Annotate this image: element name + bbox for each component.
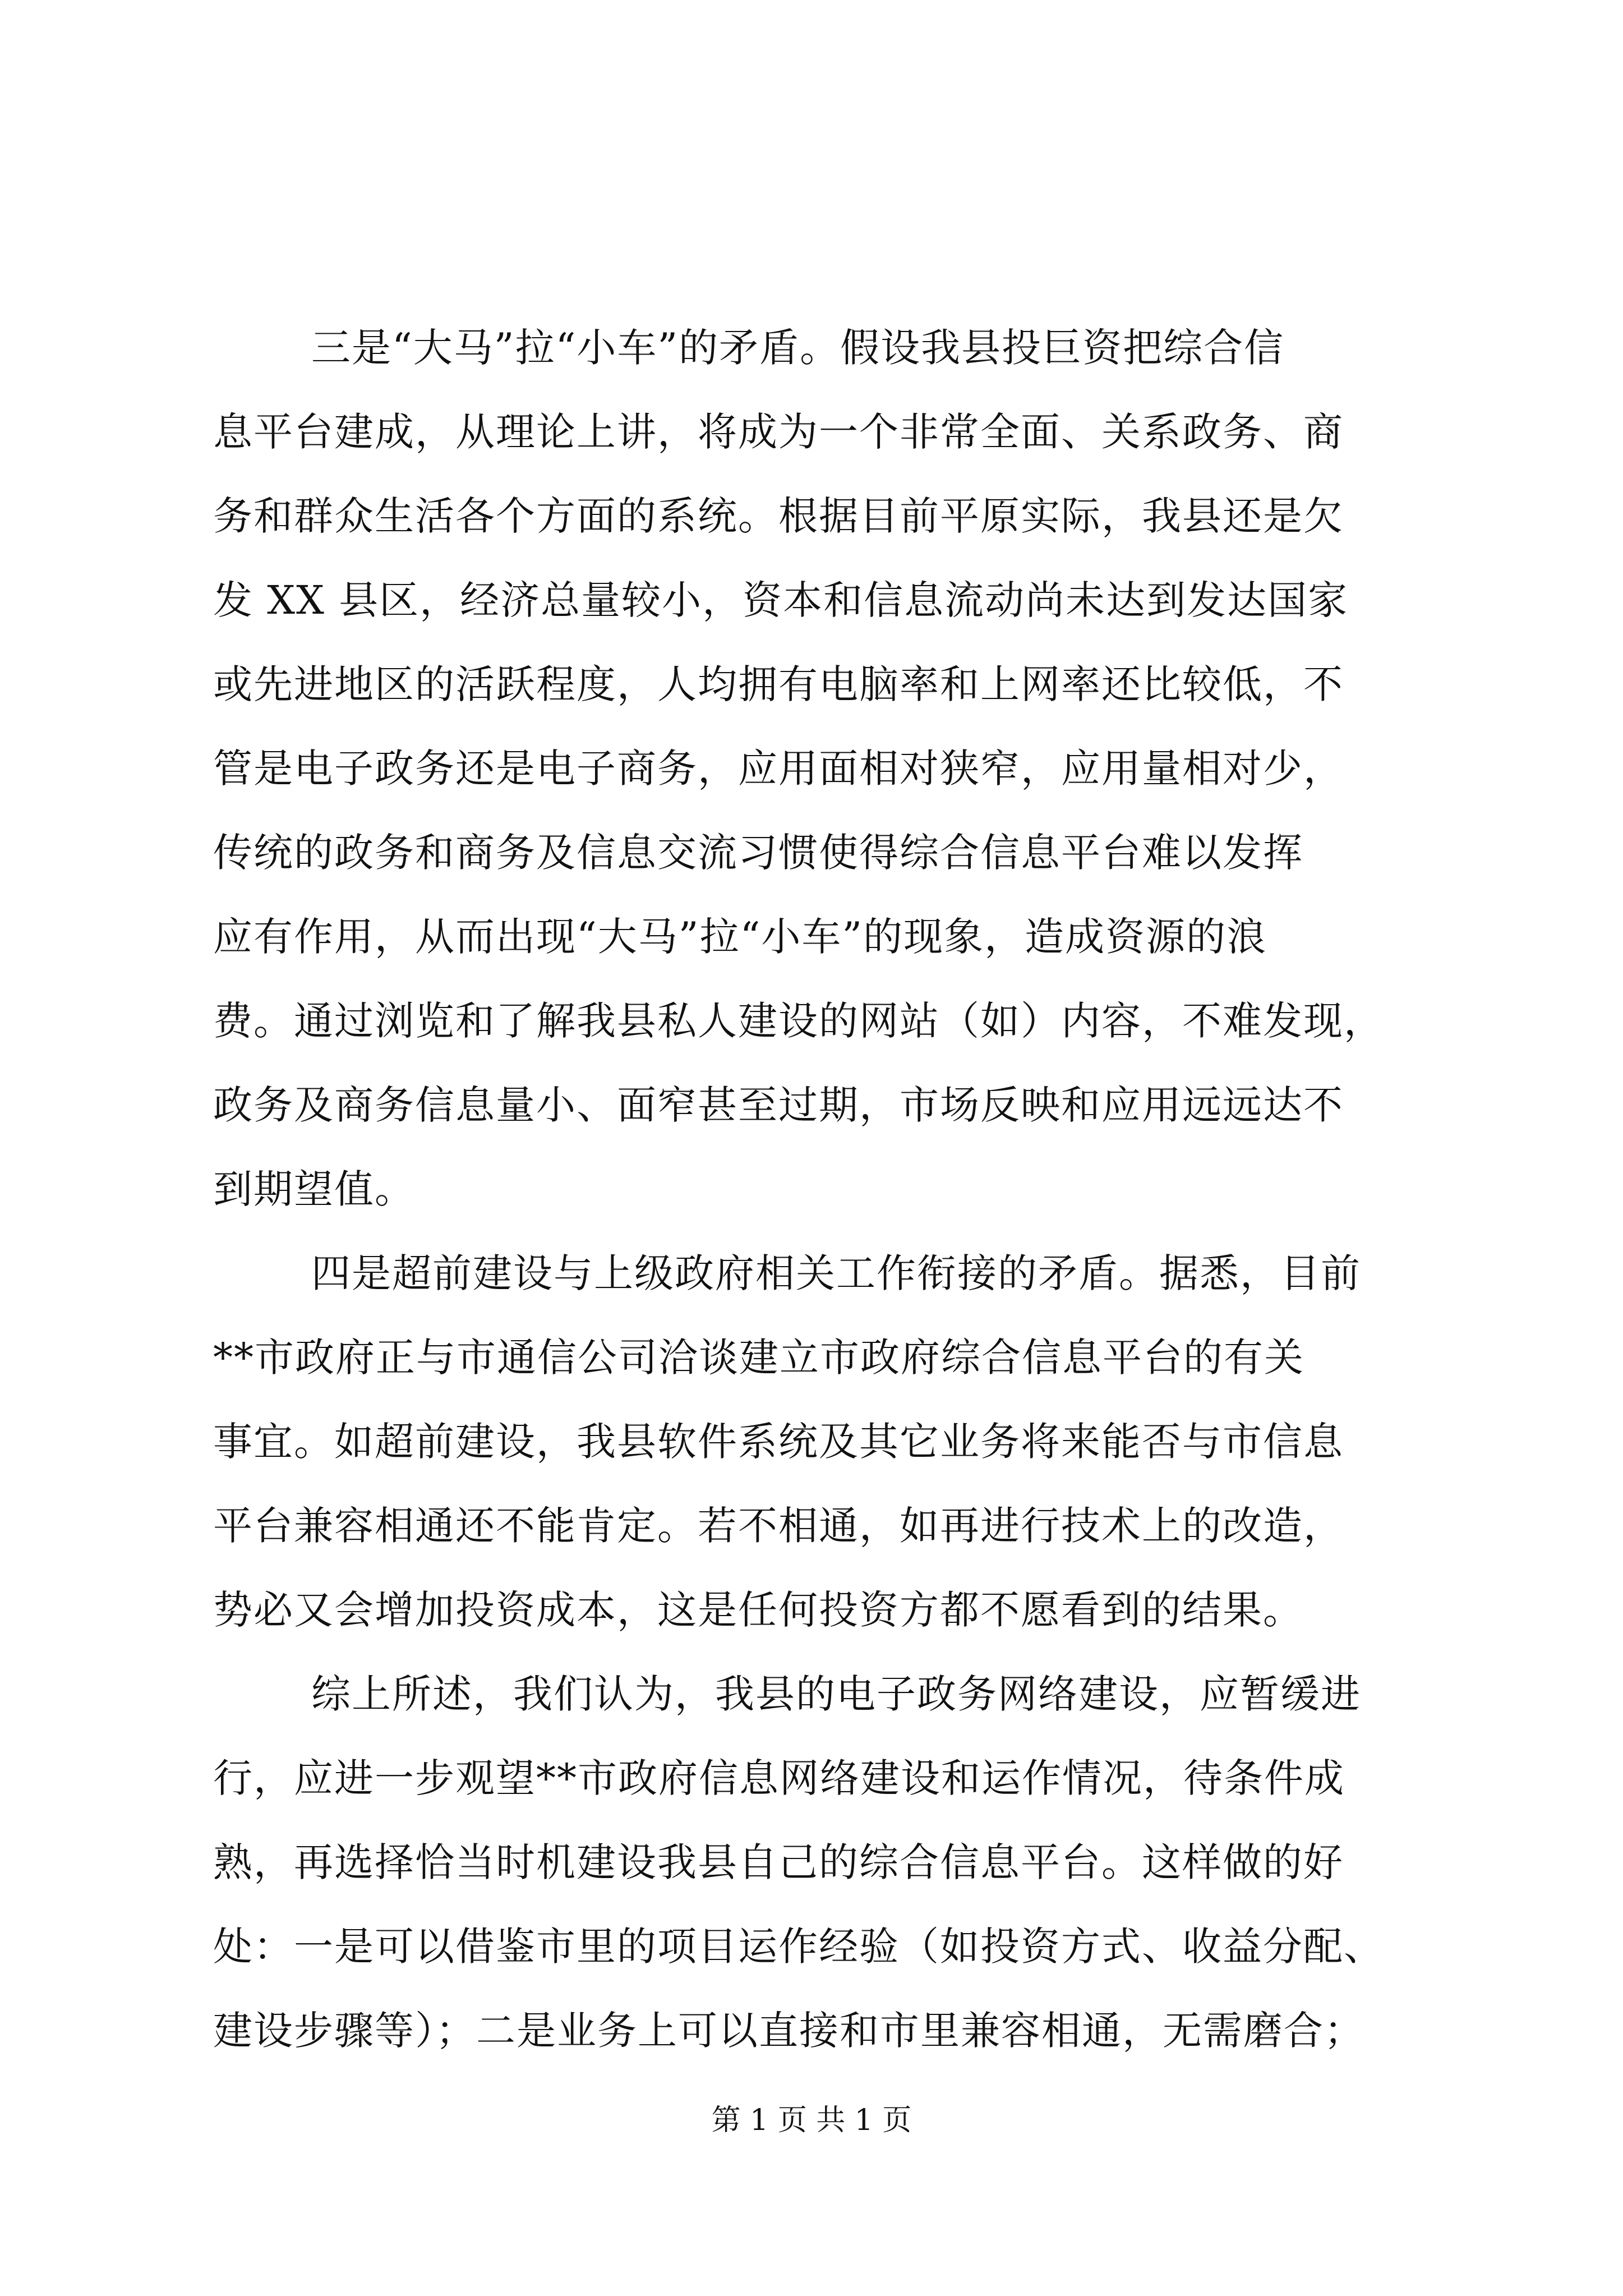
text-line: 管是电子政务还是电子商务，应用面相对狭窄，应用量相对少， bbox=[213, 746, 1344, 792]
text-line: 熟，再选择恰当时机建设我县自己的综合信息平台。这样做的好 bbox=[213, 1839, 1344, 1885]
text-line: 费。通过浏览和了解我县私人建设的网站（如）内容，不难发现， bbox=[213, 998, 1384, 1044]
text-line: 传统的政务和商务及信息交流习惯使得综合信息平台难以发挥 bbox=[213, 830, 1303, 876]
page-number-footer: 第 1 页 共 1 页 bbox=[711, 2104, 912, 2137]
text-line: 四是超前建设与上级政府相关工作衔接的矛盾。据悉，目前 bbox=[311, 1250, 1361, 1296]
document-body bbox=[213, 306, 1419, 2073]
paragraph-conclusion bbox=[213, 1652, 1419, 2073]
text-line: 处：一是可以借鉴市里的项目运作经验（如投资方式、收益分配、 bbox=[213, 1924, 1384, 1970]
text-line: 务和群众生活各个方面的系统。根据目前平原实际，我县还是欠 bbox=[213, 493, 1344, 539]
paragraph-third-contradiction bbox=[213, 306, 1419, 1231]
text-line: 平台兼容相通还不能肯定。若不相通，如再进行技术上的改造， bbox=[213, 1503, 1344, 1549]
text-line: 综上所述，我们认为，我县的电子政务网络建设，应暂缓进 bbox=[311, 1671, 1361, 1717]
text-line: 政务及商务信息量小、面窄甚至过期，市场反映和应用远远达不 bbox=[213, 1082, 1344, 1128]
text-line: 事宜。如超前建设，我县软件系统及其它业务将来能否与市信息 bbox=[213, 1419, 1344, 1465]
text-line: 三是“大马”拉“小车”的矛盾。假设我县投巨资把综合信 bbox=[311, 325, 1285, 371]
text-line: 发 XX 县区，经济总量较小，资本和信息流动尚未达到发达国家 bbox=[213, 577, 1349, 623]
text-line: 应有作用，从而出现“大马”拉“小车”的现象，造成资源的浪 bbox=[213, 914, 1267, 960]
text-line: 行，应进一步观望**市政府信息网络建设和运作情况，待条件成 bbox=[213, 1755, 1345, 1801]
text-line: 到期望值。 bbox=[213, 1166, 415, 1212]
text-line: 或先进地区的活跃程度，人均拥有电脑率和上网率还比较低，不 bbox=[213, 661, 1344, 707]
text-line: **市政府正与市通信公司洽谈建立市政府综合信息平台的有关 bbox=[213, 1335, 1304, 1381]
text-line: 建设步骤等）；二是业务上可以直接和市里兼容相通，无需磨合； bbox=[213, 2008, 1364, 2054]
paragraph-fourth-contradiction bbox=[213, 1231, 1419, 1652]
text-line: 息平台建成，从理论上讲，将成为一个非常全面、关系政务、商 bbox=[213, 409, 1344, 455]
text-line: 势必又会增加投资成本，这是任何投资方都不愿看到的结果。 bbox=[213, 1587, 1303, 1633]
